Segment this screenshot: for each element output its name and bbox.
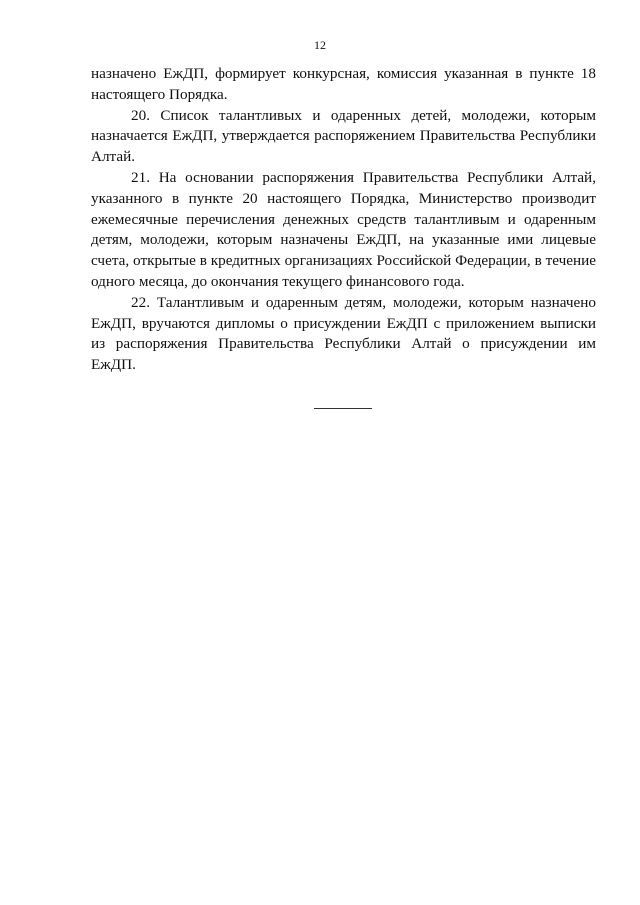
paragraph-21: 21. На основании распоряжения Правительства Республики Алтай, указанного в пункте 20 настоящего Порядка, Министерство производит ежемесячные перечисления денежных средств талантливым и одаренным детям, молодежи, которым назначены ЕжДП, на указанные ими лицевые счета, открытые в кредитных организациях Российской Федерации, в течение одного месяца, до окончания текущего финансового года. (91, 168, 596, 290)
paragraph-22: 22. Талантливым и одаренным детям, молодежи, которым назначено ЕжДП, вручаются дипломы о присуждении ЕжДП с приложением выписки из распоряжения Правительства Республики Алтай о присуждении им ЕжДП. (91, 293, 596, 374)
page-number: 12 (314, 38, 326, 52)
end-of-document-rule (314, 408, 372, 409)
document-body (91, 64, 596, 376)
paragraph-20: 20. Список талантливых и одаренных детей, молодежи, которым назначается ЕжДП, утверждается распоряжением Правительства Республики Алтай. (91, 106, 596, 166)
paragraph-continuation: назначено ЕжДП, формирует конкурсная, комиссия указанная в пункте 18 настоящего Порядка. (91, 65, 596, 103)
